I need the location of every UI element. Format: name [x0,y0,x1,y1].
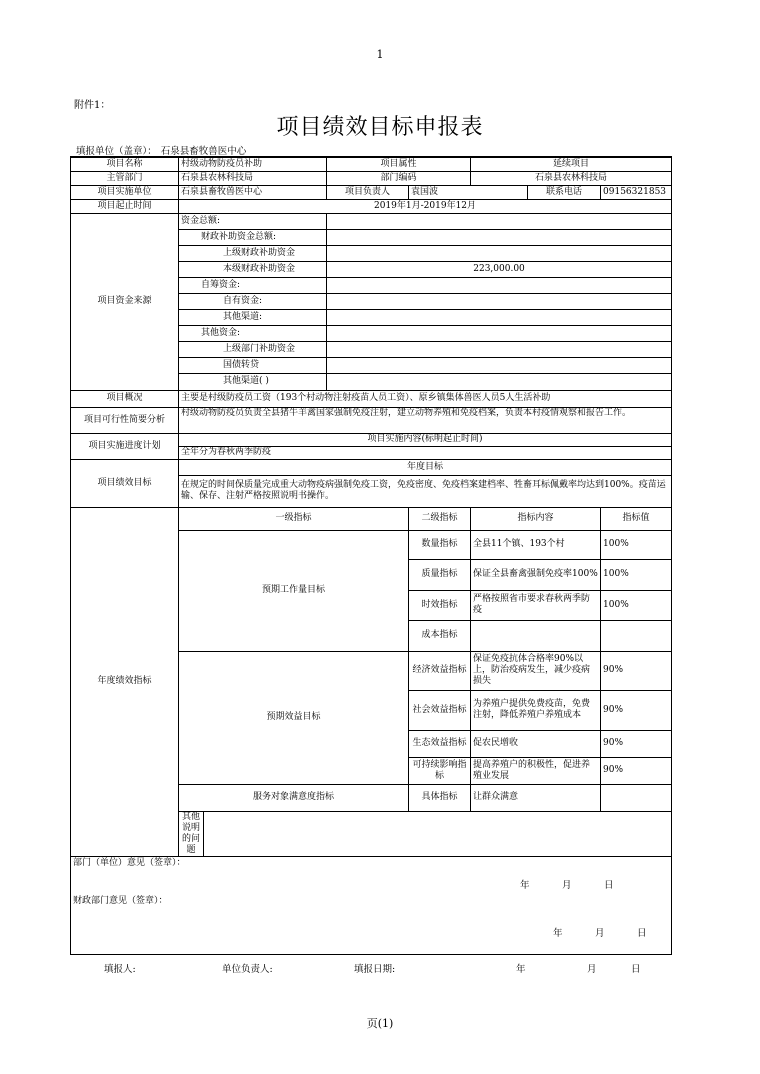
document-title: 项目绩效目标申报表 [276,115,484,140]
header-level2: 二级指标 [409,507,471,530]
finance-opinion-day: 日 [637,927,647,939]
indicator-value: 100% [601,590,672,620]
funds-item-value [327,293,672,309]
annual-label: 年度绩效指标 [71,507,179,856]
funds-item-value [327,245,672,261]
leader-label: 项目负责人 [327,185,409,199]
funds-item-label: 上级财政补助资金 [179,245,327,261]
group-workload: 预期工作量目标 [179,530,409,651]
footer-month: 月 [587,964,597,975]
funds-item-value [327,277,672,293]
schedule-header: 项目实施内容(标明起止时间) [179,433,672,446]
schedule-text: 全年分为春秋两季防疫 [179,446,672,459]
dept-opinion-day: 日 [604,879,614,891]
other-text [204,811,672,856]
indicator-value: 90% [601,730,672,757]
funds-item-value [327,325,672,341]
period-label: 项目起止时间 [71,199,179,213]
header-level1: 一级指标 [179,507,409,530]
indicator-l2: 社会效益指标 [409,690,471,730]
indicator-content: 全县11个镇、193个村 [471,530,601,559]
schedule-label: 项目实施进度计划 [71,433,179,459]
indicator-content: 严格按照省市要求春秋两季防疫 [471,590,601,620]
indicator-l2: 可持续影响指标 [409,757,471,784]
finance-opinion-year: 年 [553,927,563,939]
feasibility-label: 项目可行性简要分析 [71,407,179,433]
indicator-value: 90% [601,651,672,690]
footer-year: 年 [516,964,526,975]
footer-filler-label: 填报人: [104,964,136,975]
other-label: 其他说明的问题 [179,811,204,856]
funds-item-value [327,357,672,373]
perf-goal-text: 在规定的时间保质量完成重大动物疫病强制免疫工资，免疫密度、免疫档案建档率、牲畜耳标佩戴率均达到100%。疫苗运输、保存、注射严格按照说明书操作。 [179,475,672,507]
dept-opinion-year: 年 [520,879,530,891]
footer-fill-date-label: 填报日期: [354,964,396,975]
page-number-bottom: 页(1) [366,1017,394,1030]
indicator-content: 保证全县畜禽强制免疫率100% [471,559,601,590]
impl-unit-value: 石泉县畜牧兽医中心 [179,185,327,199]
funds-item-label: 本级财政补助资金 [179,261,327,277]
indicator-l2: 时效指标 [409,590,471,620]
indicator-value: 90% [601,757,672,784]
dept-code-label: 部门编码 [327,171,471,185]
indicator-value: 100% [601,530,672,559]
indicator-content: 提高养殖户的积极性，促进养殖业发展 [471,757,601,784]
indicator-value [601,784,672,811]
phone-value: 09156321853 [601,185,672,199]
funds-item-value [327,213,672,229]
indicator-content: 促农民增收 [471,730,601,757]
indicator-value: 90% [601,690,672,730]
indicator-l2: 质量指标 [409,559,471,590]
indicator-value [601,620,672,651]
group-benefit: 预期效益目标 [179,651,409,784]
project-name-label: 项目名称 [71,157,179,171]
finance-opinion-month: 月 [595,927,605,939]
footer-day: 日 [631,964,641,975]
perf-goal-label: 项目绩效目标 [71,459,179,507]
finance-opinion-label: 财政部门意见（签章）： [73,895,168,906]
funds-item-value [327,229,672,245]
leader-value: 袁国波 [409,185,528,199]
perf-goal-header: 年度目标 [179,459,672,475]
indicator-content: 让群众满意 [471,784,601,811]
funds-item-value [327,373,672,390]
indicator-l2: 具体指标 [409,784,471,811]
funds-item-label: 资金总额: [179,213,327,229]
funds-item-label: 自筹资金: [179,277,327,293]
funds-item-label: 自有资金: [179,293,327,309]
funds-item-value [327,309,672,325]
page-number-top: 1 [376,48,384,61]
filler-unit [76,143,246,157]
indicator-l2: 经济效益指标 [409,651,471,690]
dept-opinion-month: 月 [562,879,572,891]
funds-item-label: 其他渠道( ) [179,373,327,390]
indicator-l2: 数量指标 [409,530,471,559]
indicator-l2: 成本指标 [409,620,471,651]
indicator-l2: 生态效益指标 [409,730,471,757]
dept-opinion-label: 部门（单位）意见（签章）： [73,857,186,868]
indicator-value: 100% [601,559,672,590]
impl-unit-label: 项目实施单位 [71,185,179,199]
funds-item-label: 财政补助资金总额: [179,229,327,245]
indicator-content [471,620,601,651]
attachment-label: 附件1： [74,100,111,111]
funds-item-value: 223,000.00 [327,261,672,277]
feasibility-text: 村级动物防疫员负责全县猪牛羊禽国家强制免疫注射，建立动物养殖和免疫档案，负责本村疫情观察和报告工作。 [179,407,672,433]
project-attr-value: 延续项目 [471,157,672,171]
funds-item-label: 上级部门补助资金 [179,341,327,357]
period-value: 2019年1月-2019年12月 [179,199,672,213]
funds-item-label: 其他渠道: [179,309,327,325]
header-content: 指标内容 [471,507,601,530]
footer-unit-head-label: 单位负责人: [222,964,273,975]
dept-label: 主管部门 [71,171,179,185]
application-form-table [70,156,672,955]
funds-item-label: 国债转贷 [179,357,327,373]
filler-unit-value: 石泉县畜牧兽医中心 [160,146,247,157]
project-attr-label: 项目属性 [327,157,471,171]
filler-unit-label: 填报单位（盖章）： [76,146,157,157]
indicator-content: 为养殖户提供免费疫苗，免费注射，降低养殖户养殖成本 [471,690,601,730]
dept-value: 石泉县农林科技局 [179,171,327,185]
funds-label: 项目资金来源 [71,213,179,390]
funds-item-label: 其他资金: [179,325,327,341]
overview-label: 项目概况 [71,390,179,407]
project-name-value: 村级动物防疫员补助 [179,157,327,171]
dept-code-value: 石泉县农林科技局 [471,171,672,185]
overview-text: 主要是村级防疫员工资（193个村动物注射疫苗人员工资）、原乡镇集体兽医人员5人生活补助 [179,390,672,407]
indicator-content: 保证免疫抗体合格率90%以上，防治疫病发生，减少疫病损失 [471,651,601,690]
phone-label: 联系电话 [528,185,601,199]
funds-item-value [327,341,672,357]
group-satisfaction: 服务对象满意度指标 [179,784,409,811]
header-value: 指标值 [601,507,672,530]
